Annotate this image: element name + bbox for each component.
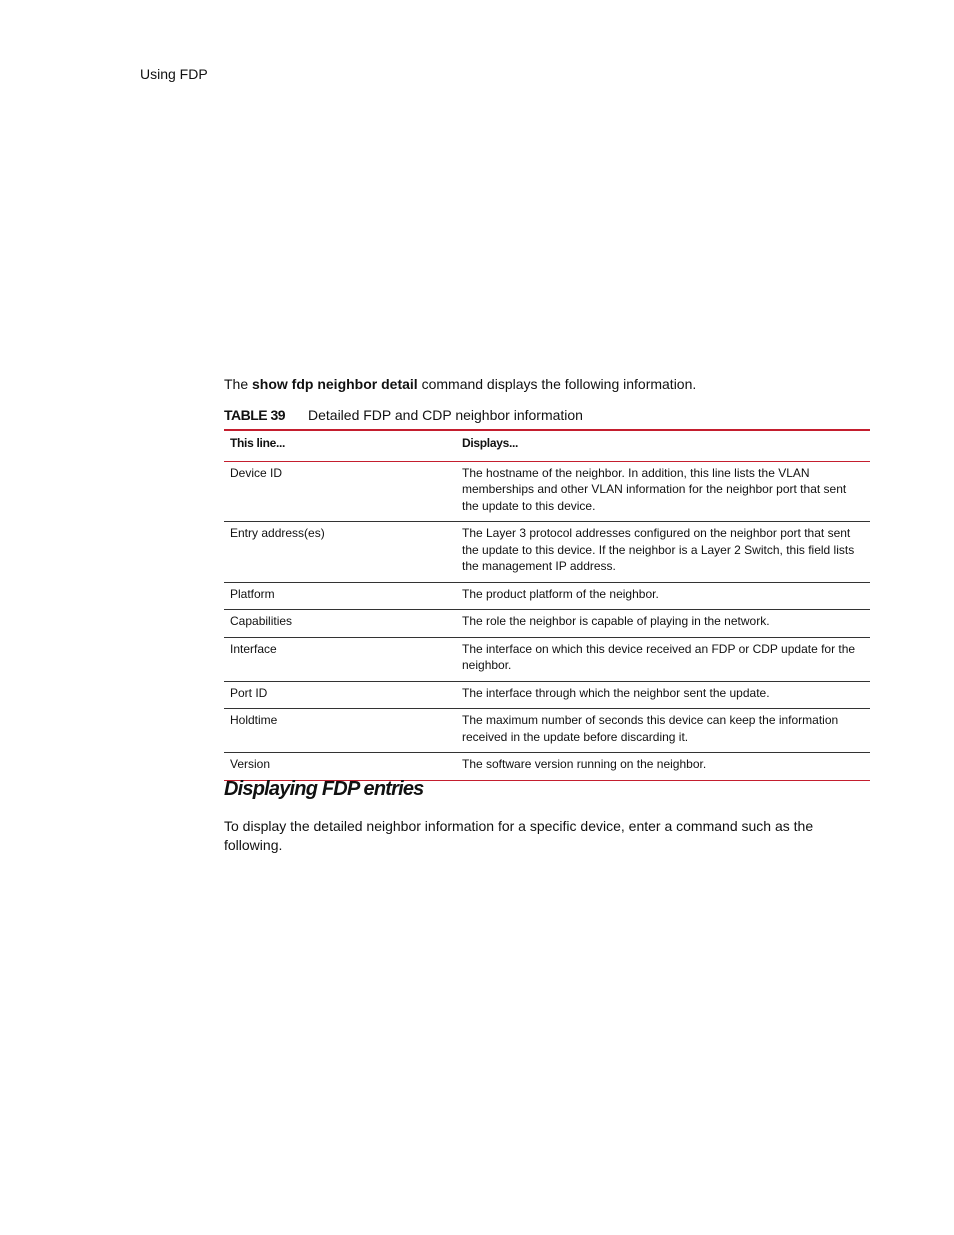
row-description: The interface through which the neighbor sent the update.	[462, 685, 770, 700]
command-name: show fdp neighbor detail	[252, 376, 418, 392]
table-container	[224, 429, 870, 781]
row-description: The hostname of the neighbor. In addition, this line lists the VLAN memberships and other VLAN information for the neighbor port that sent the update to this device.	[462, 465, 847, 513]
table-header-row	[224, 430, 870, 461]
column-header-displays: Displays...	[462, 436, 519, 450]
section-heading: Displaying FDP entries	[224, 778, 424, 800]
table-row	[224, 461, 870, 522]
row-description: The interface on which this device received an FDP or CDP update for the neighbor.	[462, 641, 856, 672]
table-row	[224, 753, 870, 781]
table-row	[224, 582, 870, 610]
column-header-line: This line...	[230, 436, 286, 450]
intro-suffix: command displays the following information.	[417, 376, 697, 392]
row-label: Version	[230, 757, 271, 771]
row-description: The software version running on the neighbor.	[462, 757, 707, 771]
table-title: Detailed FDP and CDP neighbor information	[308, 407, 583, 423]
row-description: The role the neighbor is capable of playing in the network.	[462, 614, 770, 628]
intro-prefix: The	[224, 376, 253, 392]
row-label: Platform	[230, 586, 275, 601]
section-paragraph: To display the detailed neighbor information for a specific device, enter a command such as the following.	[224, 818, 814, 853]
row-description: The maximum number of seconds this device can keep the information received in the update before discarding it.	[462, 713, 839, 744]
row-label: Interface	[230, 641, 277, 656]
neighbor-info-table	[224, 429, 870, 781]
table-row	[224, 522, 870, 583]
row-label: Port ID	[230, 685, 268, 700]
row-label: Holdtime	[230, 713, 278, 727]
row-label: Capabilities	[230, 614, 293, 628]
running-header: Using FDP	[140, 66, 208, 82]
table-row	[224, 637, 870, 681]
intro-paragraph	[224, 376, 696, 392]
table-caption	[224, 407, 583, 423]
row-description: The Layer 3 protocol addresses configured on the neighbor port that sent the update to this device. If the neighbor is a Layer 2 Switch, this field lists the management IP address.	[462, 526, 855, 573]
row-description: The product platform of the neighbor.	[462, 586, 659, 601]
table-row	[224, 709, 870, 753]
row-label: Device ID	[230, 465, 283, 480]
row-label: Entry address(es)	[230, 526, 325, 540]
table-number: TABLE 39	[224, 407, 286, 423]
table-row	[224, 610, 870, 638]
table-row	[224, 681, 870, 709]
